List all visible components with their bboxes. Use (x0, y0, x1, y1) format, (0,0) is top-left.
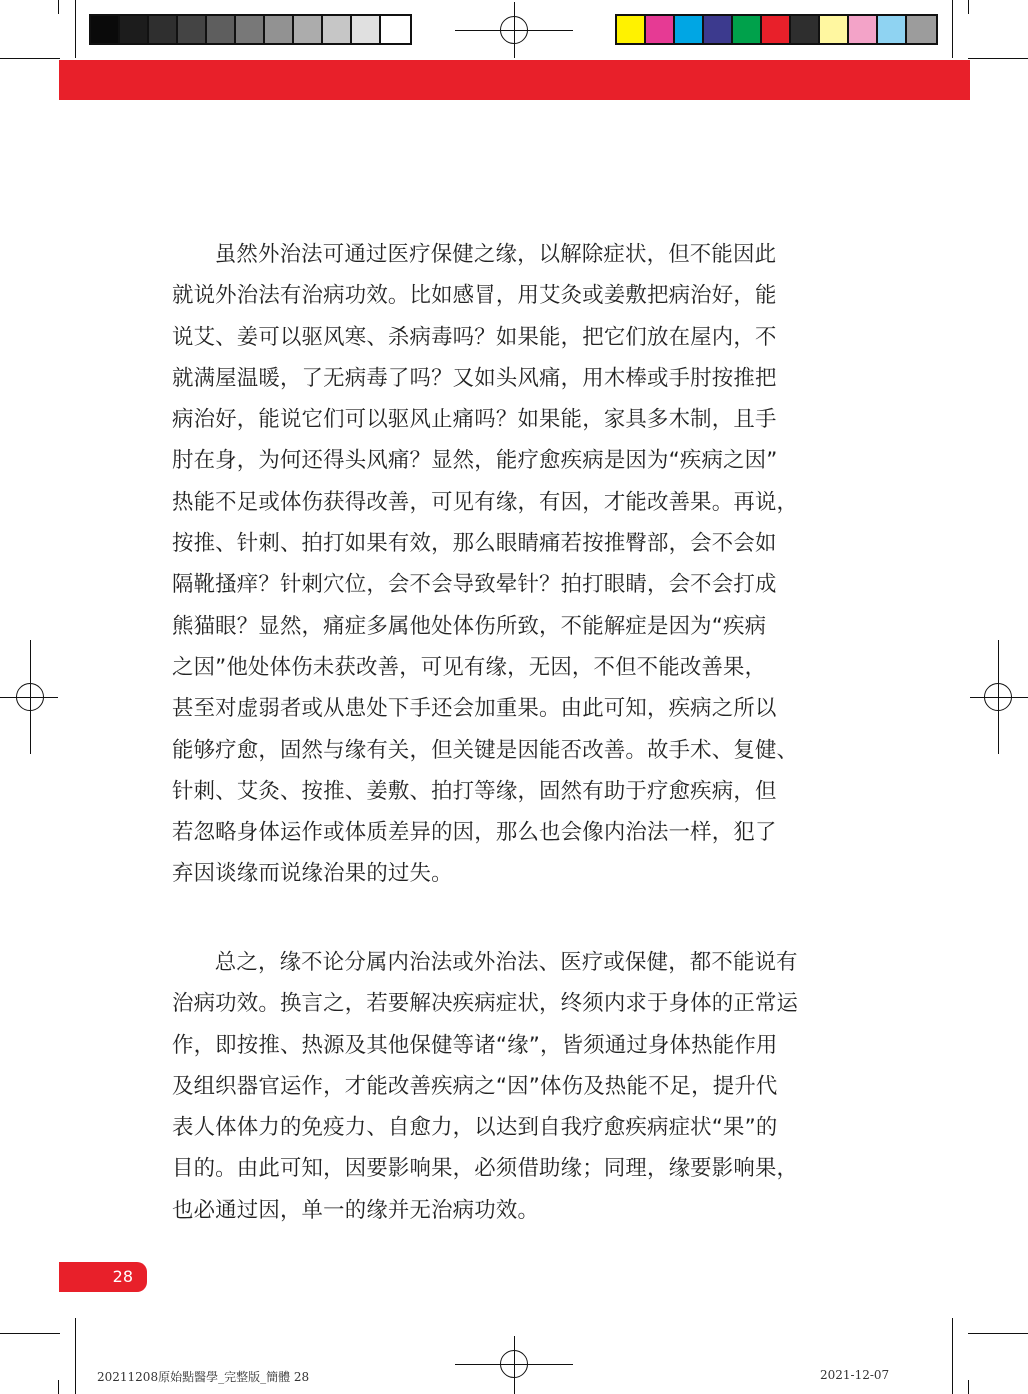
text-line: 总之，缘不论分属内治法或外治法、医疗或保健，都不能说有 (214, 950, 798, 975)
page-number: 28 (112, 1267, 133, 1286)
text-line: 及组织器官运作，才能改善疾病之“因”体伤及热能不足，提升代 (172, 1073, 778, 1099)
color-swatch (733, 16, 762, 43)
text-line: 熊猫眼？显然，痛症多属他处体伤所致，不能解症是因为“疾病 (172, 613, 767, 639)
text-line: 目的。由此可知，因要影响果，必须借助缘；同理，缘要影响果， (172, 1156, 799, 1182)
text-line: 按推、针刺、拍打如果有效，那么眼睛痛若按推臀部，会不会如 (172, 531, 777, 557)
color-swatch (178, 16, 207, 43)
footer-file-slug: 20211208原始點醫學_完整版_簡體 28 (97, 1370, 310, 1384)
crop-mark (968, 1333, 1028, 1334)
crop-mark (58, 0, 59, 14)
color-swatch (617, 16, 646, 43)
text-line: 就说外治法有治病功效。比如感冒，用艾灸或姜敷把病治好，能 (172, 283, 777, 309)
color-swatch (149, 16, 178, 43)
text-line: 虽然外治法可通过医疗保健之缘，以解除症状，但不能因此 (214, 242, 777, 267)
color-swatch (791, 16, 820, 43)
color-swatch (352, 16, 381, 43)
text-line: 之因”他处体伤未获改善，可见有缘，无因，不但不能改善果， (172, 654, 767, 680)
text-line: 作，即按推、热源及其他保健等诸“缘”，皆须通过身体热能作用 (172, 1032, 778, 1058)
registration-line (970, 697, 1028, 698)
text-line: 也必通过因，单一的缘并无治病功效。 (172, 1197, 540, 1223)
color-swatch (294, 16, 323, 43)
grayscale-color-bar (89, 14, 412, 45)
text-line: 弃因谈缘而说缘治果的过失。 (172, 861, 453, 887)
crop-mark (0, 1333, 60, 1334)
color-swatch (207, 16, 236, 43)
color-swatch (878, 16, 907, 43)
header-band (59, 60, 970, 100)
text-line: 病治好，能说它们可以驱风止痛吗？如果能，家具多木制，且手 (172, 407, 777, 433)
crop-mark (0, 58, 60, 59)
crop-mark (968, 58, 1028, 59)
color-swatch (323, 16, 352, 43)
color-swatch (907, 16, 936, 43)
registration-line (514, 1336, 515, 1394)
registration-line (514, 2, 515, 58)
color-swatch (820, 16, 849, 43)
footer-date: 2021-12-07 (820, 1368, 890, 1382)
text-line: 治病功效。换言之，若要解决疾病症状，终须内求于身体的正常运 (172, 991, 799, 1017)
color-swatch (381, 16, 410, 43)
color-swatch (236, 16, 265, 43)
color-swatch (675, 16, 704, 43)
crop-mark (952, 0, 953, 58)
color-swatch (120, 16, 149, 43)
crop-mark (58, 1380, 59, 1394)
crop-mark (968, 0, 969, 14)
color-swatch (762, 16, 791, 43)
page-number-badge (59, 1262, 147, 1292)
text-line: 肘在身，为何还得头风痛？显然，能疗愈疾病是因为“疾病之因” (172, 448, 778, 474)
color-swatch (91, 16, 120, 43)
text-line: 就满屋温暖，了无病毒了吗？又如头风痛，用木棒或手肘按推把 (172, 365, 777, 391)
color-swatch (849, 16, 878, 43)
text-line: 甚至对虚弱者或从患处下手还会加重果。由此可知，疾病之所以 (172, 696, 777, 722)
registration-line (998, 640, 999, 754)
text-line: 能够疗愈，固然与缘有关，但关键是因能否改善。故手术、复健、 (172, 737, 799, 763)
crop-mark (75, 0, 76, 58)
text-line: 热能不足或体伤获得改善，可见有缘，有因，才能改善果。再说， (172, 489, 799, 515)
text-line: 隔靴搔痒？针刺穴位，会不会导致晕针？拍打眼睛，会不会打成 (172, 572, 777, 598)
registration-line (0, 697, 58, 698)
text-line: 若忽略身体运作或体质差异的因，那么也会像内治法一样，犯了 (172, 820, 777, 846)
process-color-bar (615, 14, 938, 45)
paragraph-2 (172, 942, 858, 1231)
paragraph-1 (172, 234, 858, 895)
crop-mark (968, 1380, 969, 1394)
color-swatch (265, 16, 294, 43)
text-line: 针刺、艾灸、按推、姜敷、拍打等缘，固然有助于疗愈疾病，但 (172, 778, 777, 804)
color-swatch (704, 16, 733, 43)
registration-line (30, 640, 31, 754)
crop-mark (952, 1318, 953, 1394)
text-line: 说艾、姜可以驱风寒、杀病毒吗？如果能，把它们放在屋内，不 (172, 324, 777, 350)
crop-mark (75, 1318, 76, 1394)
color-swatch (646, 16, 675, 43)
text-line: 表人体体力的免疫力、自愈力，以达到自我疗愈疾病症状“果”的 (172, 1115, 778, 1141)
